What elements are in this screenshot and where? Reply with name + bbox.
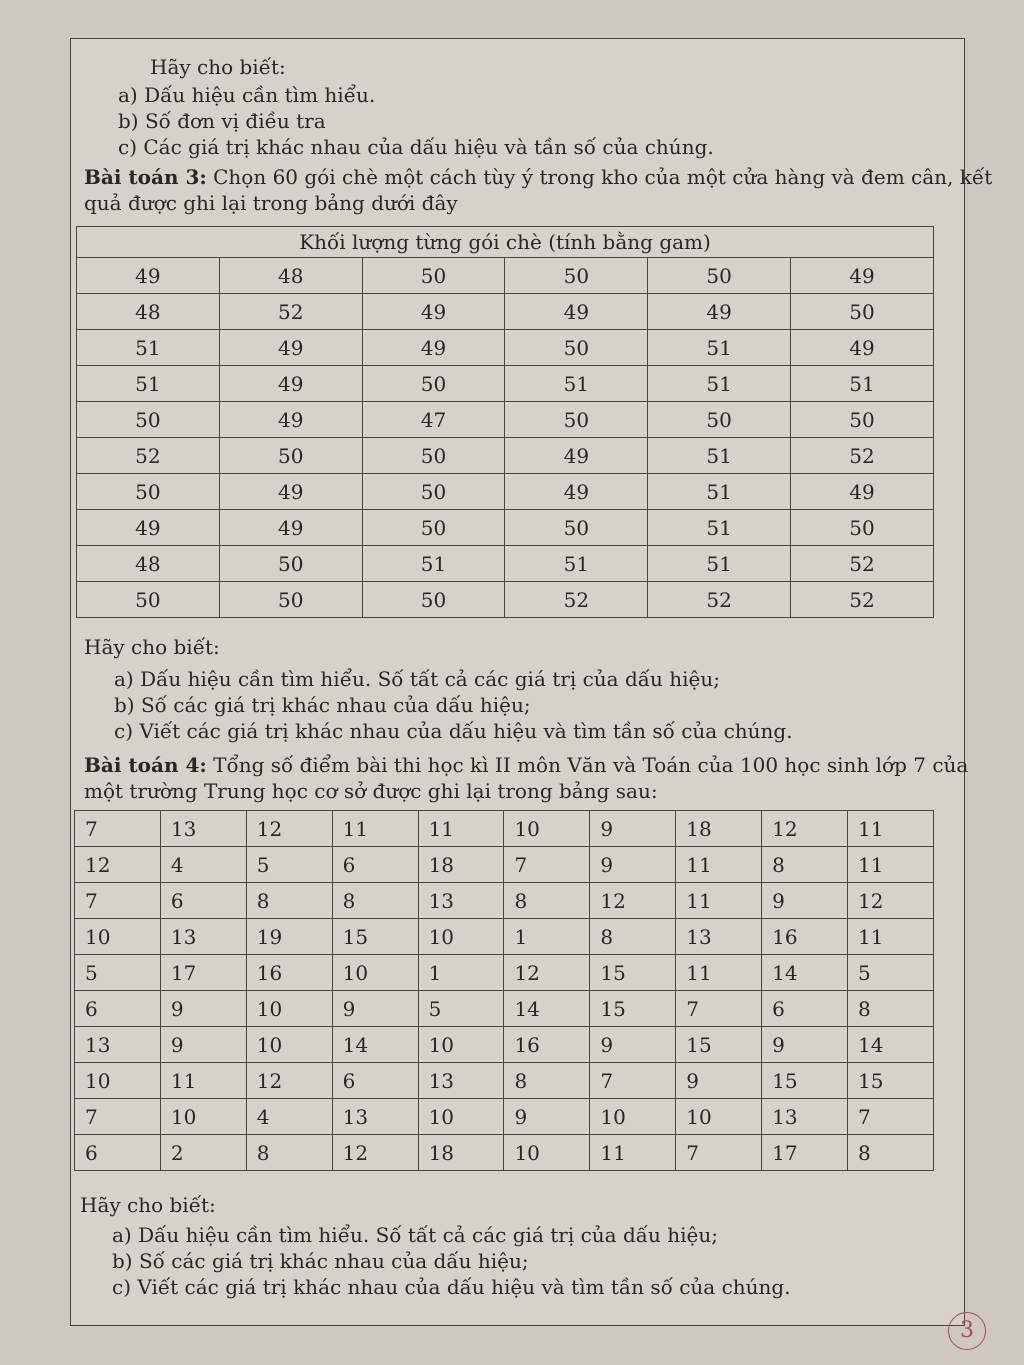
exam-score-cell: 8 [848, 991, 934, 1027]
problem4-question-a: a) Dấu hiệu cần tìm hiểu. Số tất cả các giá trị của dấu hiệu; [112, 1223, 718, 1247]
tea-weight-cell: 51 [648, 330, 791, 366]
exam-score-cell: 7 [676, 1135, 762, 1171]
table-row [77, 546, 934, 582]
tea-weight-cell: 50 [362, 438, 505, 474]
tea-weight-cell: 51 [648, 546, 791, 582]
tea-weight-cell: 51 [77, 330, 220, 366]
intro-question-a: a) Dấu hiệu cần tìm hiểu. [118, 83, 376, 107]
exam-score-cell: 4 [246, 1099, 332, 1135]
intro-section [150, 54, 286, 80]
tea-weight-cell: 52 [219, 294, 362, 330]
exam-score-cell: 10 [676, 1099, 762, 1135]
problem3-text-line2: quả được ghi lại trong bảng dưới đây [84, 191, 458, 215]
tea-weight-cell: 50 [505, 510, 648, 546]
tea-weight-cell: 49 [219, 330, 362, 366]
exam-score-cell: 14 [848, 1027, 934, 1063]
exam-score-cell: 10 [504, 811, 590, 847]
exam-score-cell: 6 [75, 991, 161, 1027]
exam-score-cell: 10 [590, 1099, 676, 1135]
exam-score-cell: 13 [75, 1027, 161, 1063]
exam-score-cell: 16 [762, 919, 848, 955]
page-number: 3 [948, 1312, 986, 1350]
exam-score-cell: 10 [418, 919, 504, 955]
tea-weight-cell: 50 [77, 402, 220, 438]
table-row [75, 955, 934, 991]
exam-score-cell: 13 [332, 1099, 418, 1135]
tea-weight-cell: 50 [77, 474, 220, 510]
table-row [75, 919, 934, 955]
exam-score-cell: 12 [762, 811, 848, 847]
exam-score-cell: 7 [676, 991, 762, 1027]
exam-score-cell: 7 [590, 1063, 676, 1099]
exam-score-cell: 7 [504, 847, 590, 883]
problem4-statement [84, 752, 968, 804]
tea-weight-cell: 51 [791, 366, 934, 402]
exam-score-cell: 18 [676, 811, 762, 847]
table-row [77, 438, 934, 474]
problem4-text-line1: Tổng số điểm bài thi học kì II môn Văn và Toán của 100 học sinh lớp 7 của [206, 753, 969, 777]
exam-score-cell: 10 [504, 1135, 590, 1171]
tea-weight-cell: 52 [791, 438, 934, 474]
exam-score-cell: 6 [332, 847, 418, 883]
tea-weight-cell: 50 [505, 402, 648, 438]
tea-weight-cell: 49 [505, 438, 648, 474]
tea-weight-cell: 50 [791, 510, 934, 546]
exam-score-cell: 6 [332, 1063, 418, 1099]
tea-weight-cell: 51 [648, 474, 791, 510]
problem3-question-b: b) Số các giá trị khác nhau của dấu hiệu; [114, 693, 531, 717]
exam-score-cell: 11 [676, 955, 762, 991]
exam-score-cell: 7 [848, 1099, 934, 1135]
tea-weight-table-header: Khối lượng từng gói chè (tính bằng gam) [77, 227, 934, 258]
problem3-questions-heading-block [84, 634, 220, 660]
tea-weight-cell: 50 [219, 582, 362, 618]
exam-score-cell: 9 [676, 1063, 762, 1099]
exam-score-cell: 9 [590, 1027, 676, 1063]
exam-score-cell: 13 [676, 919, 762, 955]
exam-score-cell: 12 [504, 955, 590, 991]
problem4-questions-heading: Hãy cho biết: [80, 1193, 216, 1217]
exam-score-cell: 13 [418, 883, 504, 919]
exam-score-cell: 8 [590, 919, 676, 955]
table-row [75, 1063, 934, 1099]
exam-score-cell: 15 [590, 991, 676, 1027]
exam-score-cell: 12 [246, 811, 332, 847]
tea-weight-cell: 50 [362, 582, 505, 618]
exam-score-cell: 11 [848, 847, 934, 883]
tea-weight-cell: 51 [362, 546, 505, 582]
exam-score-cell: 6 [160, 883, 246, 919]
exam-score-cell: 9 [160, 1027, 246, 1063]
tea-weight-cell: 50 [648, 402, 791, 438]
exam-score-cell: 15 [590, 955, 676, 991]
exam-score-cell: 11 [848, 811, 934, 847]
tea-weight-cell: 52 [505, 582, 648, 618]
tea-weight-cell: 50 [77, 582, 220, 618]
exam-score-cell: 10 [246, 1027, 332, 1063]
problem3-question-c: c) Viết các giá trị khác nhau của dấu hiệu và tìm tần số của chúng. [114, 719, 793, 743]
tea-weight-cell: 52 [648, 582, 791, 618]
problem4-text-line2: một trường Trung học cơ sở được ghi lại trong bảng sau: [84, 779, 658, 803]
tea-weight-cell: 49 [791, 330, 934, 366]
exam-score-cell: 13 [418, 1063, 504, 1099]
exam-score-cell: 9 [590, 811, 676, 847]
exam-score-cell: 16 [504, 1027, 590, 1063]
exam-score-cell: 12 [246, 1063, 332, 1099]
exam-score-cell: 14 [504, 991, 590, 1027]
exam-score-cell: 14 [332, 1027, 418, 1063]
problem4-questions [112, 1222, 791, 1300]
tea-weight-cell: 50 [505, 258, 648, 294]
table-row [75, 883, 934, 919]
exam-score-cell: 4 [160, 847, 246, 883]
problem3-questions [114, 666, 793, 744]
exam-score-cell: 12 [332, 1135, 418, 1171]
intro-heading: Hãy cho biết: [150, 55, 286, 79]
exam-score-cell: 5 [418, 991, 504, 1027]
exam-score-cell: 13 [762, 1099, 848, 1135]
exam-score-cell: 2 [160, 1135, 246, 1171]
exam-score-cell: 9 [762, 1027, 848, 1063]
table-row [75, 1099, 934, 1135]
tea-weight-cell: 49 [791, 258, 934, 294]
table-row [77, 330, 934, 366]
tea-weight-cell: 51 [505, 366, 648, 402]
exam-score-cell: 15 [848, 1063, 934, 1099]
exam-score-cell: 13 [160, 919, 246, 955]
tea-weight-cell: 49 [219, 402, 362, 438]
tea-weight-cell: 51 [648, 366, 791, 402]
tea-weight-cell: 50 [362, 366, 505, 402]
tea-weight-cell: 49 [77, 258, 220, 294]
table-row [77, 402, 934, 438]
tea-weight-cell: 49 [362, 294, 505, 330]
exam-score-cell: 9 [504, 1099, 590, 1135]
intro-questions [118, 82, 714, 160]
table-row [75, 847, 934, 883]
tea-weight-cell: 50 [791, 402, 934, 438]
exam-score-cell: 12 [590, 883, 676, 919]
table-row [77, 258, 934, 294]
exam-score-cell: 5 [848, 955, 934, 991]
exam-score-cell: 7 [75, 1099, 161, 1135]
exam-score-cell: 15 [332, 919, 418, 955]
exam-score-cell: 11 [160, 1063, 246, 1099]
exam-score-cell: 8 [332, 883, 418, 919]
tea-weight-cell: 49 [362, 330, 505, 366]
table-row [75, 1135, 934, 1171]
exam-score-cell: 11 [676, 883, 762, 919]
exam-score-cell: 8 [504, 1063, 590, 1099]
table-row [77, 294, 934, 330]
intro-question-b: b) Số đơn vị điều tra [118, 109, 326, 133]
exam-score-cell: 10 [75, 1063, 161, 1099]
tea-weight-cell: 51 [505, 546, 648, 582]
exam-score-cell: 8 [762, 847, 848, 883]
tea-weight-cell: 52 [77, 438, 220, 474]
tea-weight-cell: 50 [362, 474, 505, 510]
exam-score-cell: 18 [418, 847, 504, 883]
tea-weight-cell: 52 [791, 546, 934, 582]
tea-weight-cell: 49 [505, 474, 648, 510]
exam-score-cell: 18 [418, 1135, 504, 1171]
tea-weight-cell: 51 [77, 366, 220, 402]
exam-score-cell: 11 [848, 919, 934, 955]
problem4-question-b: b) Số các giá trị khác nhau của dấu hiệu; [112, 1249, 529, 1273]
exam-score-cell: 1 [504, 919, 590, 955]
exam-score-cell: 17 [762, 1135, 848, 1171]
exam-score-cell: 16 [246, 955, 332, 991]
exam-score-cell: 14 [762, 955, 848, 991]
exam-score-cell: 9 [160, 991, 246, 1027]
tea-weight-cell: 50 [505, 330, 648, 366]
exam-score-cell: 11 [418, 811, 504, 847]
tea-weight-cell: 48 [77, 294, 220, 330]
tea-weight-cell: 49 [648, 294, 791, 330]
problem4-question-c: c) Viết các giá trị khác nhau của dấu hiệu và tìm tần số của chúng. [112, 1275, 791, 1299]
problem3-text-line1: Chọn 60 gói chè một cách tùy ý trong kho của một cửa hàng và đem cân, kết [206, 165, 993, 189]
exam-score-cell: 9 [590, 847, 676, 883]
tea-weight-cell: 50 [791, 294, 934, 330]
exam-scores-table [74, 810, 934, 1171]
problem4-questions-heading-block [80, 1192, 216, 1218]
table-row [77, 474, 934, 510]
problem3-question-a: a) Dấu hiệu cần tìm hiểu. Số tất cả các giá trị của dấu hiệu; [114, 667, 720, 691]
tea-weight-cell: 49 [219, 474, 362, 510]
exam-score-cell: 9 [332, 991, 418, 1027]
exam-score-cell: 5 [246, 847, 332, 883]
tea-weight-cell: 49 [77, 510, 220, 546]
exam-score-cell: 11 [332, 811, 418, 847]
problem3-label: Bài toán 3: [84, 165, 207, 189]
exam-score-cell: 10 [418, 1027, 504, 1063]
exam-score-cell: 8 [246, 883, 332, 919]
table-row [77, 510, 934, 546]
tea-weight-cell: 48 [219, 258, 362, 294]
intro-question-c: c) Các giá trị khác nhau của dấu hiệu và tần số của chúng. [118, 135, 714, 159]
exam-score-cell: 5 [75, 955, 161, 991]
exam-score-cell: 17 [160, 955, 246, 991]
exam-score-cell: 7 [75, 811, 161, 847]
exam-score-cell: 7 [75, 883, 161, 919]
tea-weight-cell: 50 [362, 510, 505, 546]
tea-weight-cell: 47 [362, 402, 505, 438]
exam-score-cell: 13 [160, 811, 246, 847]
exam-score-cell: 6 [75, 1135, 161, 1171]
exam-score-cell: 1 [418, 955, 504, 991]
tea-weight-cell: 50 [219, 546, 362, 582]
tea-weight-cell: 50 [648, 258, 791, 294]
tea-weight-cell: 48 [77, 546, 220, 582]
table-row [75, 1027, 934, 1063]
exam-score-cell: 8 [504, 883, 590, 919]
table-row [77, 582, 934, 618]
exam-score-cell: 10 [75, 919, 161, 955]
exam-score-cell: 15 [762, 1063, 848, 1099]
exam-score-cell: 10 [418, 1099, 504, 1135]
problem3-questions-heading: Hãy cho biết: [84, 635, 220, 659]
tea-weight-cell: 49 [219, 366, 362, 402]
problem4-label: Bài toán 4: [84, 753, 207, 777]
tea-weight-cell: 52 [791, 582, 934, 618]
table-row [77, 366, 934, 402]
exam-score-cell: 11 [590, 1135, 676, 1171]
tea-weight-cell: 50 [362, 258, 505, 294]
exam-score-cell: 12 [75, 847, 161, 883]
tea-weight-cell: 51 [648, 438, 791, 474]
exam-score-cell: 9 [762, 883, 848, 919]
exam-score-cell: 12 [848, 883, 934, 919]
exam-score-cell: 19 [246, 919, 332, 955]
tea-weight-cell: 50 [219, 438, 362, 474]
table-row [75, 991, 934, 1027]
exam-score-cell: 10 [160, 1099, 246, 1135]
exam-score-cell: 8 [848, 1135, 934, 1171]
tea-weight-cell: 49 [505, 294, 648, 330]
exam-score-cell: 15 [676, 1027, 762, 1063]
exam-score-cell: 6 [762, 991, 848, 1027]
exam-score-cell: 10 [332, 955, 418, 991]
tea-weight-cell: 49 [791, 474, 934, 510]
problem3-statement [84, 164, 992, 216]
exam-score-cell: 10 [246, 991, 332, 1027]
exam-score-cell: 8 [246, 1135, 332, 1171]
tea-weight-cell: 51 [648, 510, 791, 546]
exam-score-cell: 11 [676, 847, 762, 883]
tea-weight-cell: 49 [219, 510, 362, 546]
table-row [75, 811, 934, 847]
tea-weight-table [76, 226, 934, 618]
